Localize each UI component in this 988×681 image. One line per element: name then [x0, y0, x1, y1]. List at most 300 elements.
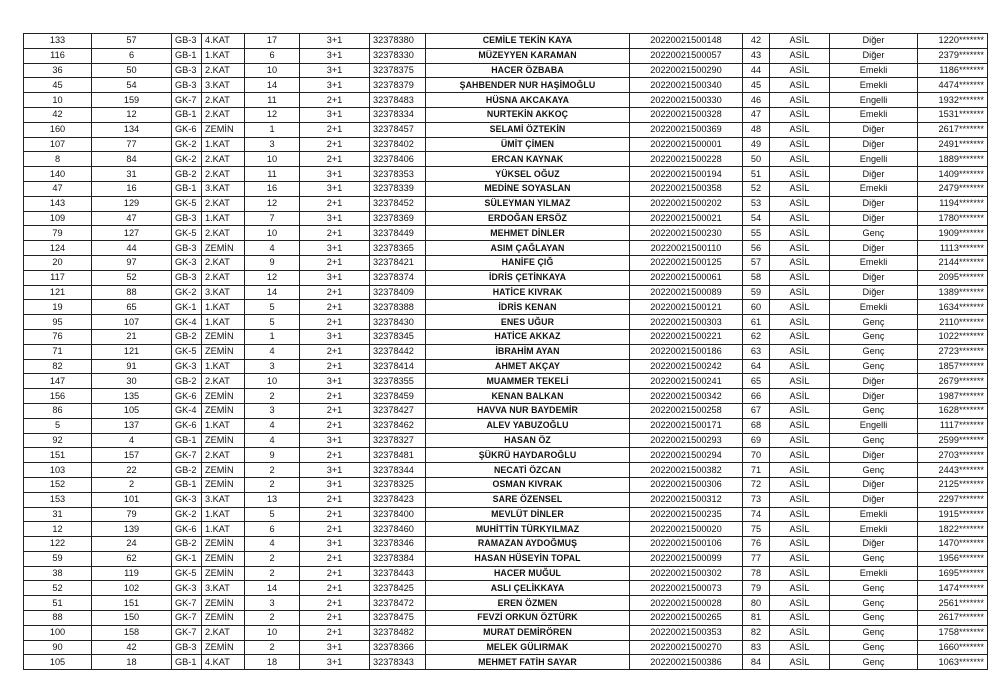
room-type-cell: 2+1 [300, 581, 370, 596]
category-cell: Diğer [830, 492, 918, 507]
category-cell: Engelli [830, 152, 918, 167]
table-row [24, 107, 988, 122]
room-type-cell: 2+1 [300, 315, 370, 330]
floor-cell: ZEMİN [202, 477, 245, 492]
application-number-cell: 20220021500001 [630, 137, 743, 152]
status-cell: ASİL [770, 611, 830, 626]
application-number-cell: 20220021500270 [630, 640, 743, 655]
flat-number-cell: 13 [245, 492, 300, 507]
table-row [24, 78, 988, 93]
category-cell: Diğer [830, 241, 918, 256]
application-number-cell: 20220021500171 [630, 418, 743, 433]
unit-id-cell: 32378442 [370, 344, 426, 359]
unit-id-cell: 32378472 [370, 596, 426, 611]
block-cell: GK-5 [172, 226, 202, 241]
block-cell: GK-6 [172, 522, 202, 537]
masked-id-cell: 2144******* [918, 255, 988, 270]
name-cell: HATİCE KIVRAK [426, 285, 630, 300]
name-cell: MEHMET FATİH SAYAR [426, 655, 630, 670]
status-cell: ASİL [770, 581, 830, 596]
masked-id-cell: 1857******* [918, 359, 988, 374]
list-number-cell: 53 [743, 196, 770, 211]
application-number-cell: 20220021500328 [630, 107, 743, 122]
flat-number-cell: 4 [245, 344, 300, 359]
room-type-cell: 2+1 [300, 522, 370, 537]
status-cell: ASİL [770, 418, 830, 433]
allocation-table [23, 33, 988, 670]
draw-number-cell: 42 [92, 640, 172, 655]
room-type-cell: 2+1 [300, 403, 370, 418]
row-order-cell: 76 [24, 329, 92, 344]
name-cell: MUHİTTİN TÜRKYILMAZ [426, 522, 630, 537]
room-type-cell: 3+1 [300, 477, 370, 492]
room-type-cell: 2+1 [300, 196, 370, 211]
category-cell: Genç [830, 655, 918, 670]
table-row [24, 255, 988, 270]
application-number-cell: 20220021500382 [630, 463, 743, 478]
draw-number-cell: 91 [92, 359, 172, 374]
draw-number-cell: 2 [92, 477, 172, 492]
masked-id-cell: 2443******* [918, 463, 988, 478]
name-cell: MURAT DEMİRÖREN [426, 625, 630, 640]
room-type-cell: 2+1 [300, 418, 370, 433]
flat-number-cell: 2 [245, 611, 300, 626]
application-number-cell: 20220021500290 [630, 63, 743, 78]
table-row [24, 196, 988, 211]
unit-id-cell: 32378443 [370, 566, 426, 581]
draw-number-cell: 30 [92, 374, 172, 389]
unit-id-cell: 32378459 [370, 389, 426, 404]
flat-number-cell: 14 [245, 285, 300, 300]
flat-number-cell: 2 [245, 477, 300, 492]
block-cell: GK-3 [172, 359, 202, 374]
name-cell: ALEV YABUZOĞLU [426, 418, 630, 433]
masked-id-cell: 1889******* [918, 152, 988, 167]
status-cell: ASİL [770, 596, 830, 611]
unit-id-cell: 32378406 [370, 152, 426, 167]
table-row [24, 492, 988, 507]
masked-id-cell: 1113******* [918, 241, 988, 256]
list-number-cell: 52 [743, 181, 770, 196]
name-cell: ÜMİT ÇİMEN [426, 137, 630, 152]
list-number-cell: 81 [743, 611, 770, 626]
category-cell: Genç [830, 463, 918, 478]
flat-number-cell: 12 [245, 196, 300, 211]
row-order-cell: 59 [24, 551, 92, 566]
status-cell: ASİL [770, 566, 830, 581]
flat-number-cell: 12 [245, 270, 300, 285]
row-order-cell: 140 [24, 167, 92, 182]
flat-number-cell: 4 [245, 241, 300, 256]
category-cell: Genç [830, 344, 918, 359]
floor-cell: 1.KAT [202, 522, 245, 537]
application-number-cell: 20220021500125 [630, 255, 743, 270]
flat-number-cell: 1 [245, 329, 300, 344]
row-order-cell: 71 [24, 344, 92, 359]
row-order-cell: 100 [24, 625, 92, 640]
block-cell: GK-4 [172, 403, 202, 418]
masked-id-cell: 2599******* [918, 433, 988, 448]
unit-id-cell: 32378379 [370, 78, 426, 93]
block-cell: GK-7 [172, 625, 202, 640]
status-cell: ASİL [770, 551, 830, 566]
name-cell: HASAN ÖZ [426, 433, 630, 448]
floor-cell: ZEMİN [202, 344, 245, 359]
draw-number-cell: 12 [92, 107, 172, 122]
category-cell: Emekli [830, 300, 918, 315]
block-cell: GB-3 [172, 270, 202, 285]
list-number-cell: 79 [743, 581, 770, 596]
block-cell: GB-1 [172, 181, 202, 196]
row-order-cell: 5 [24, 418, 92, 433]
masked-id-cell: 2110******* [918, 315, 988, 330]
row-order-cell: 38 [24, 566, 92, 581]
draw-number-cell: 135 [92, 389, 172, 404]
flat-number-cell: 17 [245, 34, 300, 49]
room-type-cell: 2+1 [300, 625, 370, 640]
block-cell: GK-7 [172, 448, 202, 463]
table-row [24, 640, 988, 655]
list-number-cell: 67 [743, 403, 770, 418]
name-cell: YÜKSEL OĞUZ [426, 167, 630, 182]
row-order-cell: 103 [24, 463, 92, 478]
floor-cell: 1.KAT [202, 300, 245, 315]
table-row [24, 611, 988, 626]
list-number-cell: 61 [743, 315, 770, 330]
row-order-cell: 147 [24, 374, 92, 389]
status-cell: ASİL [770, 122, 830, 137]
flat-number-cell: 10 [245, 625, 300, 640]
list-number-cell: 58 [743, 270, 770, 285]
status-cell: ASİL [770, 374, 830, 389]
status-cell: ASİL [770, 107, 830, 122]
status-cell: ASİL [770, 300, 830, 315]
unit-id-cell: 32378475 [370, 611, 426, 626]
row-order-cell: 160 [24, 122, 92, 137]
room-type-cell: 2+1 [300, 448, 370, 463]
room-type-cell: 3+1 [300, 433, 370, 448]
masked-id-cell: 2723******* [918, 344, 988, 359]
name-cell: MÜZEYYEN KARAMAN [426, 48, 630, 63]
list-number-cell: 56 [743, 241, 770, 256]
row-order-cell: 47 [24, 181, 92, 196]
row-order-cell: 31 [24, 507, 92, 522]
row-order-cell: 90 [24, 640, 92, 655]
masked-id-cell: 1470******* [918, 537, 988, 552]
list-number-cell: 59 [743, 285, 770, 300]
application-number-cell: 20220021500121 [630, 300, 743, 315]
application-number-cell: 20220021500106 [630, 537, 743, 552]
category-cell: Engelli [830, 418, 918, 433]
flat-number-cell: 9 [245, 255, 300, 270]
floor-cell: 2.KAT [202, 270, 245, 285]
draw-number-cell: 44 [92, 241, 172, 256]
unit-id-cell: 32378400 [370, 507, 426, 522]
row-order-cell: 42 [24, 107, 92, 122]
table-row [24, 329, 988, 344]
masked-id-cell: 2679******* [918, 374, 988, 389]
masked-id-cell: 2095******* [918, 270, 988, 285]
unit-id-cell: 32378343 [370, 655, 426, 670]
unit-id-cell: 32378457 [370, 122, 426, 137]
unit-id-cell: 32378414 [370, 359, 426, 374]
status-cell: ASİL [770, 329, 830, 344]
block-cell: GK-7 [172, 596, 202, 611]
draw-number-cell: 88 [92, 285, 172, 300]
unit-id-cell: 32378427 [370, 403, 426, 418]
draw-number-cell: 134 [92, 122, 172, 137]
status-cell: ASİL [770, 655, 830, 670]
application-number-cell: 20220021500061 [630, 270, 743, 285]
unit-id-cell: 32378365 [370, 241, 426, 256]
floor-cell: 2.KAT [202, 255, 245, 270]
draw-number-cell: 119 [92, 566, 172, 581]
room-type-cell: 2+1 [300, 507, 370, 522]
unit-id-cell: 32378369 [370, 211, 426, 226]
masked-id-cell: 1531******* [918, 107, 988, 122]
name-cell: İDRİS ÇETİNKAYA [426, 270, 630, 285]
room-type-cell: 2+1 [300, 492, 370, 507]
name-cell: MELEK GÜLIRMAK [426, 640, 630, 655]
block-cell: GB-2 [172, 167, 202, 182]
floor-cell: 2.KAT [202, 374, 245, 389]
table-row [24, 122, 988, 137]
category-cell: Emekli [830, 522, 918, 537]
row-order-cell: 124 [24, 241, 92, 256]
flat-number-cell: 7 [245, 211, 300, 226]
floor-cell: ZEMİN [202, 463, 245, 478]
block-cell: GK-6 [172, 418, 202, 433]
row-order-cell: 86 [24, 403, 92, 418]
flat-number-cell: 5 [245, 300, 300, 315]
category-cell: Diğer [830, 389, 918, 404]
status-cell: ASİL [770, 537, 830, 552]
table-row [24, 270, 988, 285]
application-number-cell: 20220021500303 [630, 315, 743, 330]
category-cell: Diğer [830, 374, 918, 389]
unit-id-cell: 32378346 [370, 537, 426, 552]
floor-cell: ZEMİN [202, 537, 245, 552]
room-type-cell: 3+1 [300, 167, 370, 182]
room-type-cell: 2+1 [300, 566, 370, 581]
table-row [24, 344, 988, 359]
row-order-cell: 156 [24, 389, 92, 404]
row-order-cell: 95 [24, 315, 92, 330]
masked-id-cell: 1987******* [918, 389, 988, 404]
list-number-cell: 50 [743, 152, 770, 167]
table-row [24, 63, 988, 78]
flat-number-cell: 4 [245, 433, 300, 448]
floor-cell: 3.KAT [202, 581, 245, 596]
room-type-cell: 3+1 [300, 48, 370, 63]
draw-number-cell: 31 [92, 167, 172, 182]
category-cell: Emekli [830, 507, 918, 522]
floor-cell: 2.KAT [202, 226, 245, 241]
room-type-cell: 3+1 [300, 63, 370, 78]
list-number-cell: 80 [743, 596, 770, 611]
application-number-cell: 20220021500089 [630, 285, 743, 300]
application-number-cell: 20220021500230 [630, 226, 743, 241]
category-cell: Genç [830, 329, 918, 344]
list-number-cell: 49 [743, 137, 770, 152]
room-type-cell: 2+1 [300, 359, 370, 374]
floor-cell: 4.KAT [202, 34, 245, 49]
room-type-cell: 3+1 [300, 537, 370, 552]
table-row [24, 34, 988, 49]
room-type-cell: 2+1 [300, 93, 370, 108]
floor-cell: 3.KAT [202, 78, 245, 93]
floor-cell: 1.KAT [202, 315, 245, 330]
block-cell: GB-3 [172, 241, 202, 256]
masked-id-cell: 1628******* [918, 403, 988, 418]
status-cell: ASİL [770, 640, 830, 655]
category-cell: Emekli [830, 181, 918, 196]
status-cell: ASİL [770, 344, 830, 359]
unit-id-cell: 32378388 [370, 300, 426, 315]
floor-cell: 3.KAT [202, 181, 245, 196]
table-row [24, 433, 988, 448]
status-cell: ASİL [770, 152, 830, 167]
status-cell: ASİL [770, 359, 830, 374]
status-cell: ASİL [770, 181, 830, 196]
unit-id-cell: 32378345 [370, 329, 426, 344]
block-cell: GB-3 [172, 78, 202, 93]
category-cell: Genç [830, 551, 918, 566]
block-cell: GB-2 [172, 537, 202, 552]
unit-id-cell: 32378334 [370, 107, 426, 122]
table-row [24, 418, 988, 433]
room-type-cell: 2+1 [300, 255, 370, 270]
unit-id-cell: 32378353 [370, 167, 426, 182]
room-type-cell: 2+1 [300, 551, 370, 566]
masked-id-cell: 4474******* [918, 78, 988, 93]
block-cell: GK-7 [172, 93, 202, 108]
masked-id-cell: 1063******* [918, 655, 988, 670]
draw-number-cell: 4 [92, 433, 172, 448]
unit-id-cell: 32378344 [370, 463, 426, 478]
name-cell: HACER ÖZBABA [426, 63, 630, 78]
application-number-cell: 20220021500186 [630, 344, 743, 359]
status-cell: ASİL [770, 226, 830, 241]
unit-id-cell: 32378327 [370, 433, 426, 448]
flat-number-cell: 5 [245, 315, 300, 330]
category-cell: Emekli [830, 78, 918, 93]
table-row [24, 537, 988, 552]
name-cell: HASAN HÜSEYİN TOPAL [426, 551, 630, 566]
block-cell: GB-3 [172, 640, 202, 655]
application-number-cell: 20220021500306 [630, 477, 743, 492]
draw-number-cell: 151 [92, 596, 172, 611]
application-number-cell: 20220021500028 [630, 596, 743, 611]
status-cell: ASİL [770, 492, 830, 507]
row-order-cell: 107 [24, 137, 92, 152]
row-order-cell: 92 [24, 433, 92, 448]
masked-id-cell: 1022******* [918, 329, 988, 344]
floor-cell: 1.KAT [202, 359, 245, 374]
block-cell: GK-2 [172, 285, 202, 300]
status-cell: ASİL [770, 315, 830, 330]
name-cell: ASIM ÇAĞLAYAN [426, 241, 630, 256]
draw-number-cell: 97 [92, 255, 172, 270]
list-number-cell: 70 [743, 448, 770, 463]
table-row [24, 389, 988, 404]
table-row [24, 181, 988, 196]
table-row [24, 625, 988, 640]
masked-id-cell: 1186******* [918, 63, 988, 78]
row-order-cell: 88 [24, 611, 92, 626]
table-row [24, 596, 988, 611]
masked-id-cell: 2479******* [918, 181, 988, 196]
block-cell: GK-2 [172, 137, 202, 152]
unit-id-cell: 32378423 [370, 492, 426, 507]
floor-cell: 3.KAT [202, 285, 245, 300]
application-number-cell: 20220021500021 [630, 211, 743, 226]
room-type-cell: 3+1 [300, 78, 370, 93]
floor-cell: ZEMİN [202, 433, 245, 448]
draw-number-cell: 65 [92, 300, 172, 315]
table-row [24, 507, 988, 522]
room-type-cell: 3+1 [300, 241, 370, 256]
draw-number-cell: 62 [92, 551, 172, 566]
name-cell: AHMET AKÇAY [426, 359, 630, 374]
floor-cell: ZEMİN [202, 640, 245, 655]
room-type-cell: 3+1 [300, 211, 370, 226]
block-cell: GK-3 [172, 255, 202, 270]
list-number-cell: 66 [743, 389, 770, 404]
category-cell: Diğer [830, 477, 918, 492]
flat-number-cell: 12 [245, 107, 300, 122]
name-cell: ENES UĞUR [426, 315, 630, 330]
application-number-cell: 20220021500110 [630, 241, 743, 256]
table-row [24, 463, 988, 478]
masked-id-cell: 1660******* [918, 640, 988, 655]
name-cell: SELAMİ ÖZTEKİN [426, 122, 630, 137]
status-cell: ASİL [770, 137, 830, 152]
floor-cell: 2.KAT [202, 63, 245, 78]
name-cell: NURTEKİN AKKOÇ [426, 107, 630, 122]
status-cell: ASİL [770, 93, 830, 108]
draw-number-cell: 158 [92, 625, 172, 640]
table-row [24, 211, 988, 226]
room-type-cell: 2+1 [300, 285, 370, 300]
list-number-cell: 78 [743, 566, 770, 581]
block-cell: GB-2 [172, 329, 202, 344]
flat-number-cell: 11 [245, 93, 300, 108]
list-number-cell: 60 [743, 300, 770, 315]
draw-number-cell: 159 [92, 93, 172, 108]
block-cell: GB-1 [172, 655, 202, 670]
flat-number-cell: 14 [245, 78, 300, 93]
draw-number-cell: 50 [92, 63, 172, 78]
masked-id-cell: 1389******* [918, 285, 988, 300]
category-cell: Emekli [830, 107, 918, 122]
category-cell: Emekli [830, 566, 918, 581]
application-number-cell: 20220021500073 [630, 581, 743, 596]
unit-id-cell: 32378380 [370, 34, 426, 49]
flat-number-cell: 2 [245, 463, 300, 478]
list-number-cell: 42 [743, 34, 770, 49]
table-row [24, 374, 988, 389]
row-order-cell: 82 [24, 359, 92, 374]
table-row [24, 226, 988, 241]
draw-number-cell: 137 [92, 418, 172, 433]
floor-cell: ZEMİN [202, 551, 245, 566]
name-cell: EREN ÖZMEN [426, 596, 630, 611]
list-number-cell: 62 [743, 329, 770, 344]
row-order-cell: 121 [24, 285, 92, 300]
name-cell: FEVZİ ORKUN ÖZTÜRK [426, 611, 630, 626]
masked-id-cell: 1695******* [918, 566, 988, 581]
